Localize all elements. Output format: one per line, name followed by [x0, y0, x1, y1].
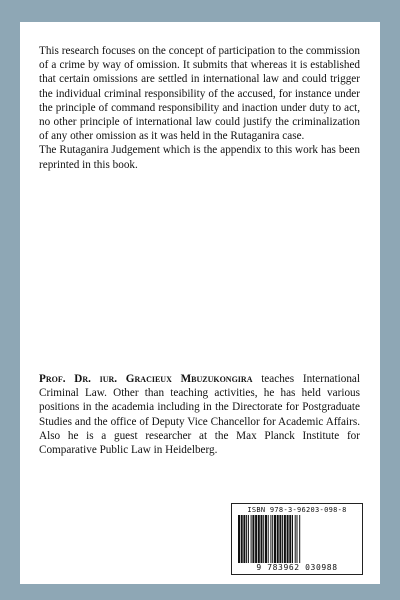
blurb-paragraph-2: The Rutaganira Judgement which is the appendix to this work has been reprinted in this book. — [39, 144, 360, 171]
barcode-bar — [274, 515, 276, 563]
author-name: Prof. Dr. iur. Gracieux Mbuzukongira — [39, 373, 253, 385]
barcode-bar — [270, 515, 271, 563]
barcode-bar — [265, 515, 267, 563]
author-bio-text: teaches International Criminal Law. Other than teaching activities, he has held various positions in the academia including in the Directorate for Postgraduate Studies and the office of Deputy Vice Chancellor for Academic Affairs. Also he is a guest researcher at the Max Planck Institute for Comparative Public Law in Heidelberg. — [39, 373, 361, 457]
barcode-bar — [295, 515, 296, 563]
back-cover-panel — [20, 22, 380, 584]
blurb-paragraph-1: This research focuses on the concept of participation to the commission of a crime by way of omission. It submits that whereas it is established that certain omissions are settled in international law and could trigger the individual criminal responsibility of the accused, for instance under the principle of command responsibility and inaction under duty to act, no other principle of international law could justify the criminalization of any other omission as it was held in the Rutaganira case. — [39, 45, 360, 143]
barcode-bar — [252, 515, 254, 563]
barcode-bar — [268, 515, 269, 563]
barcode-bar — [277, 515, 279, 563]
barcode-icon — [236, 515, 358, 563]
isbn-barcode-box — [231, 503, 363, 575]
barcode-bar — [297, 515, 298, 563]
author-bio — [39, 372, 360, 457]
barcode-bar — [292, 515, 293, 563]
barcode-bar — [272, 515, 273, 563]
barcode-bar — [241, 515, 243, 563]
barcode-bar — [279, 515, 281, 563]
barcode-bar — [255, 515, 257, 563]
book-blurb — [39, 44, 360, 172]
author-bio-paragraph — [39, 372, 360, 457]
barcode-bar — [289, 515, 291, 563]
barcode-bar — [284, 515, 286, 563]
barcode-bar — [287, 515, 289, 563]
barcode-bar — [243, 515, 245, 563]
barcode-bar — [246, 515, 247, 563]
barcode-bar — [251, 515, 252, 563]
barcode-bar — [261, 515, 263, 563]
barcode-bar — [258, 515, 260, 563]
barcode-bar — [238, 515, 240, 563]
barcode-bar — [263, 515, 264, 563]
barcode-bar — [282, 515, 283, 563]
ean-digits: 9 783962 030988 — [256, 563, 338, 572]
barcode-bar — [299, 515, 300, 563]
barcode-bar — [248, 515, 249, 563]
isbn-label: ISBN 978-3-96203-098-8 — [247, 506, 347, 514]
